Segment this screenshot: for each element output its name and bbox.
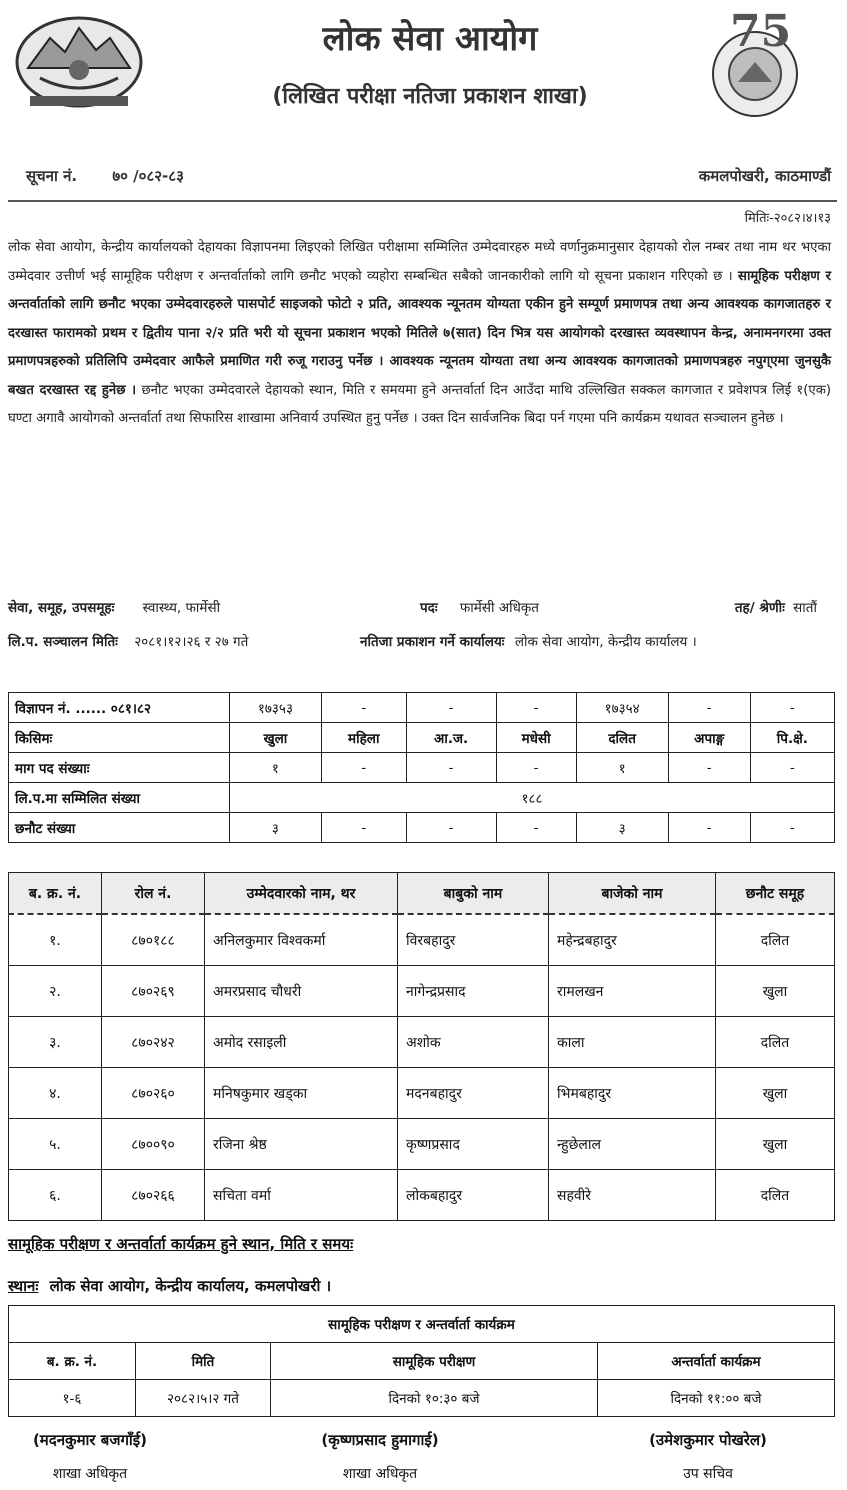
table-row <box>9 1068 835 1119</box>
notice-number <box>26 166 184 186</box>
name-cell: अमरप्रसाद चौधरी <box>205 966 398 1017</box>
schedule-header-row <box>9 1343 835 1380</box>
selected-cell: - <box>321 813 406 843</box>
father-cell: अशोक <box>398 1017 549 1068</box>
svg-text:75: 75 <box>730 6 792 57</box>
post-value: फार्मेसी अधिकृत <box>459 600 539 616</box>
body-paragraph-1: लोक सेवा आयोग, केन्द्रीय कार्यालयको देहायका विज्ञापनमा लिइएको लिखित परीक्षामा सम्मिलित उम्मेदवारहरु मध्ये वर्णानुक्रमानुसार देहायको रोल नम्बर तथा नाम थर भएका उम्मेदवार उत्तीर्ण भई सामूहिक परीक्षण र अन्तर्वार्ताको लागि छनौट भएको व्यहोरा सम्बन्धित सबैको जानकारीको लागि यो सूचना प्रकाशन गरिएको छ । <box>8 240 831 284</box>
level-label: तह/ श्रेणीः <box>734 600 785 616</box>
level-value: सातौं <box>793 600 817 616</box>
serial-cell: २. <box>9 966 102 1017</box>
demand-cell: - <box>750 753 834 783</box>
selected-cell: ३ <box>230 813 322 843</box>
grandfather-cell: सहवीरे <box>549 1170 716 1221</box>
kind-cell: पि.क्षे. <box>750 723 834 753</box>
level-info <box>735 598 817 616</box>
ad-number: १७३५४ <box>576 693 668 723</box>
group-cell: खुला <box>716 966 835 1017</box>
serial-cell: ३. <box>9 1017 102 1068</box>
roll-cell: ८७०२६९ <box>102 966 205 1017</box>
vacancy-selected-row <box>9 813 835 843</box>
service-info <box>8 598 220 616</box>
post-info <box>420 598 539 616</box>
header-divider <box>8 200 837 202</box>
exam-date-value: २०८१।१२।२६ र २७ गते <box>134 634 249 650</box>
schedule-serial-cell: १-६ <box>9 1380 136 1417</box>
grandfather-cell: महेन्द्रबहादुर <box>549 914 716 966</box>
roll-cell: ८७०१८८ <box>102 914 205 966</box>
name-cell: अमोद रसाइली <box>205 1017 398 1068</box>
demand-cell: - <box>321 753 406 783</box>
selected-cell: - <box>668 813 750 843</box>
participants-value: १८८ <box>230 783 835 813</box>
name-cell: रजिना श्रेष्ठ <box>205 1119 398 1170</box>
venue-label: स्थानः <box>8 1277 39 1295</box>
demand-cell: १ <box>230 753 322 783</box>
table-row <box>9 914 835 966</box>
signatory-designation: शाखा अधिकृत <box>52 1466 128 1482</box>
signatory-2 <box>260 1430 500 1483</box>
group-cell: दलित <box>716 914 835 966</box>
roll-cell: ८७०२६० <box>102 1068 205 1119</box>
column-header: सामूहिक परीक्षण <box>271 1343 598 1380</box>
roll-cell: ८७०२४२ <box>102 1017 205 1068</box>
signatory-designation: शाखा अधिकृत <box>342 1466 418 1482</box>
father-cell: कृष्णप्रसाद <box>398 1119 549 1170</box>
selected-cell: - <box>496 813 576 843</box>
column-header: मिति <box>136 1343 271 1380</box>
signatory-name: (कृष्णप्रसाद हुमागाई) <box>321 1431 439 1449</box>
demand-cell: - <box>496 753 576 783</box>
selected-label: छनौट संख्या <box>9 813 230 843</box>
selected-cell: ३ <box>576 813 668 843</box>
selected-cell: - <box>406 813 496 843</box>
kind-cell: आ.ज. <box>406 723 496 753</box>
serial-cell: ४. <box>9 1068 102 1119</box>
ad-number: - <box>496 693 576 723</box>
column-header: उम्मेदवारको नाम, थर <box>205 873 398 915</box>
nepal-emblem-logo <box>10 8 148 110</box>
name-cell: मनिषकुमार खड्का <box>205 1068 398 1119</box>
grandfather-cell: भिमबहादुर <box>549 1068 716 1119</box>
table-row <box>9 1017 835 1068</box>
notice-body <box>8 234 831 434</box>
roll-cell: ८७००९० <box>102 1119 205 1170</box>
psc-75-years-logo <box>700 4 810 122</box>
ad-label: विज्ञापन नं. ...... ०८१।८२ <box>9 693 230 723</box>
table-row <box>9 966 835 1017</box>
column-header: रोल नं. <box>102 873 205 915</box>
kind-cell: दलित <box>576 723 668 753</box>
schedule-title-row <box>9 1306 835 1343</box>
notice-label: सूचना नं. <box>26 167 78 185</box>
name-cell: सचिता वर्मा <box>205 1170 398 1221</box>
serial-cell: ५. <box>9 1119 102 1170</box>
result-office-label: नतिजा प्रकाशन गर्ने कार्यालयः <box>360 634 505 650</box>
demand-cell: १ <box>576 753 668 783</box>
group-cell: दलित <box>716 1170 835 1221</box>
ad-number: १७३५३ <box>230 693 322 723</box>
ad-number: - <box>321 693 406 723</box>
schedule-table-title: सामूहिक परीक्षण र अन्तर्वार्ता कार्यक्रम <box>9 1306 835 1343</box>
column-header: ब. क्र. नं. <box>9 1343 136 1380</box>
body-paragraph-2: सामूहिक परीक्षण र अन्तर्वार्ताको लागि छनौट भएका उम्मेदवारहरुले पासपोर्ट साइजको फोटो २ प्रति, आवश्यक न्यूनतम योग्यता एकीन हुने सम्पूर्ण प्रमाणपत्र तथा अन्य आवश्यक कागजातहरु र दरखास्त फारामको प्रथम र द्वितीय पाना २/२ प्रति भरी यो सूचना प्रकाशन भएको मितिले ७(सात) दिन भित्र यस आयोगको दरखास्त व्यवस्थापन केन्द्र, अनामनगरमा उक्त प्रमाणपत्रहरुको प्रतिलिपि उम्मेदवार आफैले प्रमाणित गरी रुजू गराउनु पर्नेछ । आवश्यक न्यूनतम योग्यता तथा अन्य आवश्यक कागजातको प्रमाणपत्रहरु नपुग्एमा जुनसुकै बखत दरखास्त रद्द हुनेछ । <box>8 268 831 398</box>
group-test-time-cell: दिनको १०:३० बजे <box>271 1380 598 1417</box>
office-location: कमलपोखरी, काठमाण्डौं <box>698 167 831 185</box>
result-office-value: लोक सेवा आयोग, केन्द्रीय कार्यालय । <box>514 634 697 650</box>
table-row <box>9 1170 835 1221</box>
group-cell: दलित <box>716 1017 835 1068</box>
vacancy-table <box>8 692 835 843</box>
column-header: अन्तर्वार्ता कार्यक्रम <box>598 1343 835 1380</box>
vacancy-ad-row <box>9 693 835 723</box>
column-header: छनौट समूह <box>716 873 835 915</box>
signatory-3 <box>588 1430 828 1483</box>
father-cell: नागेन्द्रप्रसाद <box>398 966 549 1017</box>
schedule-date-cell: २०८२।५।२ गते <box>136 1380 271 1417</box>
kind-label: किसिमः <box>9 723 230 753</box>
signatory-name: (मदनकुमार बजगाँई) <box>32 1431 148 1449</box>
body-paragraph-3: छनौट भएका उम्मेदवारले देहायको स्थान, मिति र समयमा हुने अन्तर्वार्ता दिन आउँदा माथि उल्लिखित सक्कल कागजात र प्रवेशपत्र लिई १(एक) घण्टा अगावै आयोगको अन्तर्वार्ता तथा सिफारिस शाखामा अनिवार्य उपस्थित हुनु पर्नेछ । उक्त दिन सार्वजनिक बिदा पर्न गएमा पनि कार्यक्रम यथावत सञ्चालन हुनेछ । <box>8 382 831 426</box>
notice-number-value: ७० /०८२-८३ <box>112 167 184 185</box>
demand-cell: - <box>406 753 496 783</box>
ad-number: - <box>406 693 496 723</box>
selected-cell: - <box>750 813 834 843</box>
name-cell: अनिलकुमार विश्वकर्मा <box>205 914 398 966</box>
signatory-name: (उमेशकुमार पोखरेल) <box>649 1431 767 1449</box>
page-title: लोक सेवा आयोग <box>322 19 538 59</box>
vacancy-participants-row <box>9 783 835 813</box>
column-header: बाजेको नाम <box>549 873 716 915</box>
grandfather-cell: रामलखन <box>549 966 716 1017</box>
vacancy-demand-row <box>9 753 835 783</box>
interview-time-cell: दिनको ११:०० बजे <box>598 1380 835 1417</box>
participants-label: लि.प.मा सम्मिलित संख्या <box>9 783 230 813</box>
grandfather-cell: काला <box>549 1017 716 1068</box>
table-row <box>9 1119 835 1170</box>
column-header: बाबुको नाम <box>398 873 549 915</box>
post-label: पदः <box>420 600 438 616</box>
serial-cell: १. <box>9 914 102 966</box>
result-office-info <box>360 632 697 650</box>
father-cell: विरबहादुर <box>398 914 549 966</box>
demand-cell: - <box>668 753 750 783</box>
venue-value: लोक सेवा आयोग, केन्द्रीय कार्यालय, कमलपोखरी । <box>49 1277 332 1295</box>
venue-line <box>8 1276 331 1296</box>
candidate-header-row <box>9 873 835 915</box>
kind-cell: अपाङ्ग <box>668 723 750 753</box>
exam-date-info <box>8 632 248 650</box>
kind-cell: महिला <box>321 723 406 753</box>
demand-label: माग पद संख्याः <box>9 753 230 783</box>
father-cell: मदनबहादुर <box>398 1068 549 1119</box>
serial-cell: ६. <box>9 1170 102 1221</box>
kind-cell: खुला <box>230 723 322 753</box>
group-cell: खुला <box>716 1068 835 1119</box>
father-cell: लोकबहादुर <box>398 1170 549 1221</box>
vacancy-kind-row <box>9 723 835 753</box>
exam-date-label: लि.प. सञ्चालन मितिः <box>8 634 118 650</box>
page-subtitle: (लिखित परीक्षा नतिजा प्रकाशन शाखा) <box>272 84 588 109</box>
schedule-heading: सामूहिक परीक्षण र अन्तर्वार्ता कार्यक्रम हुने स्थान, मिति र समयः <box>8 1235 354 1253</box>
group-cell: खुला <box>716 1119 835 1170</box>
column-header: ब. क्र. नं. <box>9 873 102 915</box>
candidate-table <box>8 872 835 1221</box>
notice-date: मितिः-२०८२।४।१३ <box>744 211 831 226</box>
signatory-1 <box>0 1430 210 1483</box>
signatory-designation: उप सचिव <box>683 1466 733 1482</box>
kind-cell: मधेसी <box>496 723 576 753</box>
roll-cell: ८७०२६६ <box>102 1170 205 1221</box>
grandfather-cell: न्हुछेलाल <box>549 1119 716 1170</box>
ad-number: - <box>750 693 834 723</box>
service-value: स्वास्थ्य, फार्मेसी <box>142 600 221 616</box>
service-label: सेवा, समूह, उपसमूहः <box>8 600 115 616</box>
table-row <box>9 1380 835 1417</box>
ad-number: - <box>668 693 750 723</box>
schedule-table <box>8 1305 835 1417</box>
